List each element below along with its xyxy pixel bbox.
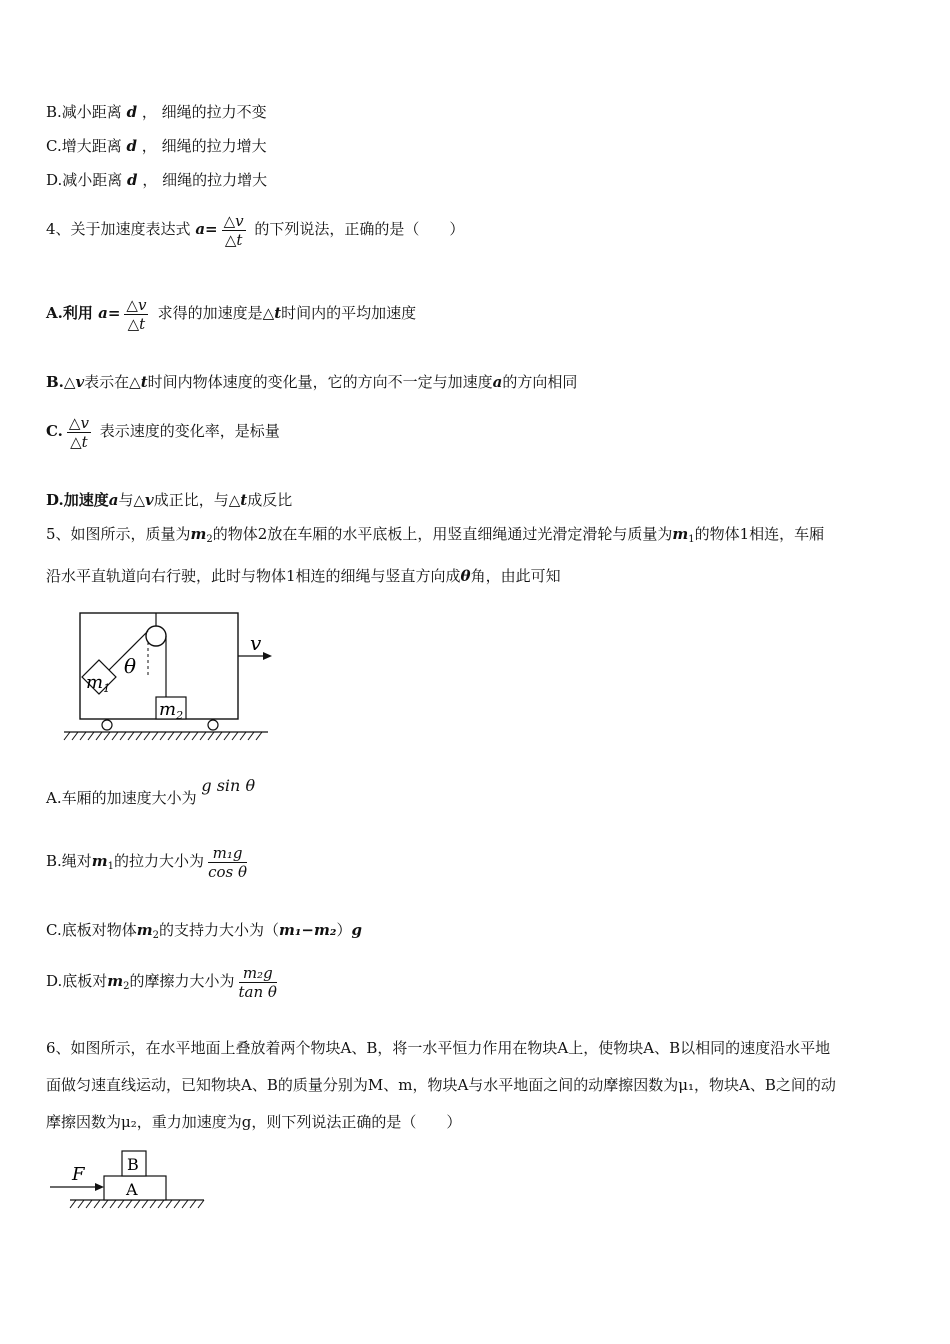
q5-option-b-text: B.绳对 xyxy=(46,852,92,870)
q4-fraction xyxy=(222,212,246,249)
q4-option-b-label: B.△ xyxy=(46,373,76,391)
label-v: v xyxy=(250,631,262,655)
frac-num: m₂g xyxy=(239,964,277,983)
q4-option-a-mid: 求得的加速度是△ xyxy=(157,304,275,322)
q5-option-d-text: D.底板对 xyxy=(46,972,108,990)
frac-den: △t xyxy=(224,230,243,249)
sub-2: 2 xyxy=(206,534,213,545)
label-f: F xyxy=(72,1164,85,1185)
q4-option-d-mid2: 成正比，与△ xyxy=(153,491,241,509)
q5-stem-5: 角，由此可知 xyxy=(470,567,561,585)
label-b: B xyxy=(127,1155,139,1174)
var-d: d xyxy=(126,103,138,121)
q5-figure xyxy=(60,605,280,745)
label-m2: $m_2$ xyxy=(159,699,184,722)
var-t: t xyxy=(240,491,248,509)
q5-option-c-mid: 的支持力大小为（ xyxy=(158,921,279,939)
ground-hatch xyxy=(64,732,262,740)
sub-2: 2 xyxy=(123,981,130,992)
frac-num: △v xyxy=(68,413,89,432)
q5-option-a xyxy=(46,778,255,818)
frac-num: △v xyxy=(223,211,244,230)
q4-stem xyxy=(46,206,464,252)
sep: ， xyxy=(141,103,157,121)
q4-stem-text: 4、关于加速度表达式 xyxy=(46,220,191,238)
var-v: v xyxy=(75,373,85,391)
var-d: d xyxy=(127,171,138,189)
q4-option-c xyxy=(46,408,280,454)
wheel-right xyxy=(208,720,218,730)
sub-1: 1 xyxy=(688,534,695,545)
frac-den: cos θ xyxy=(208,862,247,881)
q6-line-1: 6、如图所示，在水平地面上叠放着两个物块A、B，将一水平恒力作用在物块A上，使物块A、B以相同的速度沿水平地 xyxy=(46,1039,831,1057)
frac-den: tan θ xyxy=(238,982,277,1001)
q4-option-a xyxy=(46,290,416,336)
q4-option-d-label: D.加速度 xyxy=(46,491,109,509)
q4-option-d-mid: 与△ xyxy=(118,491,145,509)
wheel-left xyxy=(102,720,112,730)
force-arrowhead xyxy=(95,1183,104,1191)
q4-option-a-text: A.利用 xyxy=(46,304,93,322)
frac-num: △v xyxy=(126,295,147,314)
q5-stem-4: 沿水平直轨道向右行驶，此时与物体1相连的细绳与竖直方向成 xyxy=(46,567,461,585)
q3-option-b-text: B.减小距离 xyxy=(46,103,122,121)
q4-option-b-end: 的方向相同 xyxy=(502,373,578,391)
frac-num: m₁g xyxy=(208,844,247,863)
q5-option-a-expr: g sin θ xyxy=(201,776,256,795)
q6-line-3: 摩擦因数为μ₂，重力加速度为g，则下列说法正确的是（ ） xyxy=(46,1113,462,1131)
q4-stem-end: 的下列说法，正确的是（ ） xyxy=(254,220,465,238)
q3-option-d xyxy=(46,170,267,190)
sub-1: 1 xyxy=(107,861,115,872)
q4-option-b xyxy=(46,372,577,392)
var-v: v xyxy=(144,491,154,509)
a-equals: a= xyxy=(195,220,218,238)
label-m1: $m_1$ xyxy=(86,672,111,695)
q4-option-c-label: C. xyxy=(46,422,63,440)
frac-den: △t xyxy=(70,432,88,451)
q4-option-b-mid2: 时间内物体速度的变化量，它的方向不一定与加速度 xyxy=(147,373,493,391)
var-d: d xyxy=(126,137,137,155)
q5-option-d-mid: 的摩擦力大小为 xyxy=(129,972,235,990)
q4-option-a-end: 时间内的平均加速度 xyxy=(281,304,417,322)
var-m1: m xyxy=(91,852,108,870)
q6-stem xyxy=(46,1030,906,1141)
q5-stem xyxy=(46,516,906,595)
var-g: g xyxy=(351,921,362,939)
velocity-arrowhead xyxy=(263,652,272,660)
q5-option-a-text: A.车厢的加速度大小为 xyxy=(46,789,197,807)
q5-option-c xyxy=(46,920,362,946)
q3-option-b xyxy=(46,102,267,122)
a-equals: a= xyxy=(98,304,121,322)
sep: ， xyxy=(142,171,158,189)
frac-den: △t xyxy=(127,314,146,333)
q5-option-b xyxy=(46,836,251,892)
var-m2: m xyxy=(107,972,124,990)
q5-stem-1: 5、如图所示，质量为 xyxy=(46,525,191,543)
label-theta: θ xyxy=(124,654,137,678)
q4-option-c-end: 表示速度的变化率，是标量 xyxy=(99,422,280,440)
var-a: a xyxy=(108,491,119,509)
q5-stem-3: 的物体1相连，车厢 xyxy=(694,525,825,543)
var-a: a xyxy=(492,373,503,391)
ground-hatch xyxy=(70,1200,204,1208)
q5-option-b-mid: 的拉力大小为 xyxy=(114,852,205,870)
q5-option-c-end: ） xyxy=(336,921,352,939)
q5-option-c-expr: m₁−m₂ xyxy=(278,921,337,939)
sub-2: 2 xyxy=(152,930,159,941)
q6-line-2: 面做匀速直线运动，已知物块A、B的质量分别为M、m，物块A与水平地面之间的动摩擦因数为μ₁，物块A、B之间的动 xyxy=(46,1076,836,1094)
q3-option-b-end: 细绳的拉力不变 xyxy=(161,103,267,121)
pulley xyxy=(146,626,166,646)
q4-c-fraction xyxy=(67,414,91,451)
q5-option-d xyxy=(46,956,281,1012)
q4-option-d-end: 成反比 xyxy=(247,491,293,509)
q5-stem-2: 的物体2放在车厢的水平底板上，用竖直细绳通过光滑定滑轮与质量为 xyxy=(212,525,673,543)
q4-option-d xyxy=(46,490,292,510)
q3-option-c-end: 细绳的拉力增大 xyxy=(161,137,267,155)
var-m2: m xyxy=(190,525,207,543)
var-m2: m xyxy=(136,921,153,939)
q3-option-d-end: 细绳的拉力增大 xyxy=(162,171,268,189)
label-a: A xyxy=(126,1180,138,1199)
q3-option-c-text: C.增大距离 xyxy=(46,137,122,155)
q6-figure xyxy=(46,1145,216,1215)
q5-option-c-text: C.底板对物体 xyxy=(46,921,137,939)
sep: ， xyxy=(141,137,157,155)
q4-option-b-mid: 表示在△ xyxy=(84,373,141,391)
var-t: t xyxy=(274,304,282,322)
q3-option-d-text: D.减小距离 xyxy=(46,171,123,189)
q3-option-c xyxy=(46,136,267,156)
q5-d-fraction xyxy=(239,964,277,1001)
q4-a-fraction xyxy=(124,296,148,333)
q5-b-fraction xyxy=(208,844,247,881)
var-theta: θ xyxy=(460,567,471,585)
var-t: t xyxy=(140,373,148,391)
var-m1: m xyxy=(672,525,689,543)
